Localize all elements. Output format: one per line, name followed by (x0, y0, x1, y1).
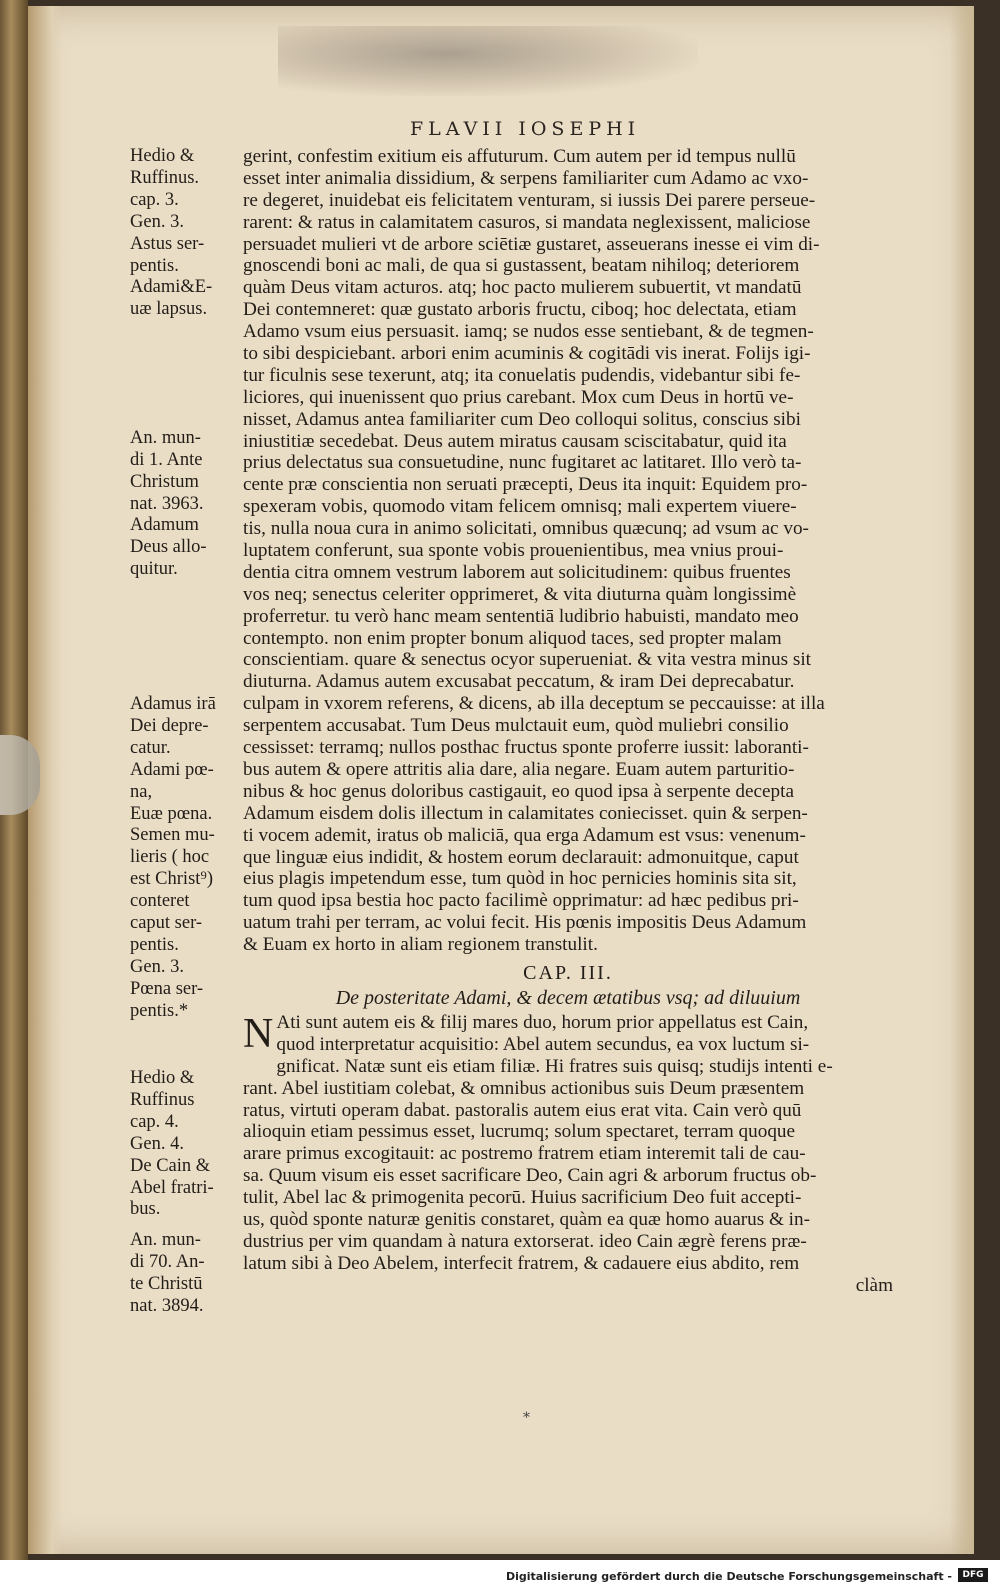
margin-note-line: Adamum (130, 515, 199, 535)
body-text (243, 146, 893, 956)
margin-note-line: An. mun- (130, 428, 201, 448)
chapter-line: rant. Abel iustitiam colebat, & omnibus actionibus suis Deum præsentem (243, 1077, 805, 1099)
margin-note-line: Gen. 3. (130, 211, 184, 232)
margin-note-line: di 70. An- (130, 1251, 205, 1272)
margin-note-line: De Cain & (130, 1155, 211, 1176)
body-line: serpentem accusabat. Tum Deus mulctauit eum, quòd muliebri consilio (243, 715, 789, 737)
margin-note-line: Ruffinus (130, 1089, 195, 1110)
body-line: re degeret, inuidebat eis felicitatem venturam, si iussis Dei parere perseue- (243, 189, 816, 211)
margin-note-line: Gen. 3. (130, 956, 184, 977)
body-line: contempto. non enim propter bonum aliquod taces, sed propter malam (243, 627, 782, 649)
chapter-title: CAP. III. (523, 961, 613, 984)
margin-note (130, 428, 203, 516)
chapter-line: tulit, Abel lac & primogenita pecorū. Huius sacrificium Deo fuit accepti- (243, 1187, 802, 1209)
margin-note-line: Christum (130, 471, 199, 492)
body-line: uatum trahi per terram, ac volui fecit. His pœnis impositis Deus Adamum (243, 912, 807, 934)
chapter-line: ratus, virtuti operam dabat. pastoralis autem eius erat vita. Cain verò quū (243, 1099, 802, 1121)
digitization-footer (0, 1562, 1000, 1588)
chapter-line: latum sibi à Deo Abelem, interfecit fratrem, & cadauere eius abdito, rem (243, 1252, 800, 1274)
margin-note (130, 515, 207, 581)
body-line: tis, nulla noua cura in animo solicitati, omnibus quæcunq; ad vsum ac vo- (243, 518, 809, 540)
margin-note-line: Dei depre- (130, 715, 209, 736)
body-line: persuadet mulieri vt de arbore sciētiæ gustaret, asseuerans inesse ei vim di- (243, 233, 820, 255)
margin-note-line: quitur. (130, 558, 178, 579)
margin-note (130, 1230, 205, 1318)
page-clip (0, 735, 40, 815)
body-line: vos neq; senectus celeriter opprimeret, & vita diuturna quàm longissimè (243, 583, 797, 605)
margin-note-line: Gen. 4. (130, 1133, 184, 1154)
body-line: iniustitiæ secedebat. Deus autem miratus causam sciscitabatur, quid ita (243, 430, 787, 452)
margin-note-line: est Christ⁹) (130, 869, 214, 890)
body-line: Dei contemneret: quæ gustato arboris fructu, ciboq; hoc delectata, etiam (243, 299, 797, 321)
margin-note-line: cap. 4. (130, 1111, 179, 1132)
chapter-line: quod interpretatur acquisitio: Abel autem secundus, ea vox luctum si- (276, 1033, 810, 1055)
margin-note-line: Hedio & (130, 1068, 195, 1088)
margin-note-line: conteret (130, 891, 190, 912)
margin-note-line: caput ser- (130, 913, 203, 934)
margin-note-line: Deus allo- (130, 536, 207, 557)
running-header: FLAVII IOSEPHI (410, 118, 641, 140)
body-line: cente præ conscientia non seruati præcepti, Deus ita inquit: Equidem pro- (243, 474, 808, 496)
body-line: prius delectatus sua consuetudine, nunc fugitaret ac latitaret. Illo verò ta- (243, 452, 802, 474)
margin-note-line: nat. 3894. (130, 1295, 204, 1316)
body-line: & Euam ex horto in aliam regionem transtulit. (243, 934, 598, 956)
chapter-line: Ati sunt autem eis & filij mares duo, horum prior appellatus est Cain, (276, 1011, 809, 1033)
body-line: cessisset: terramq; nullos posthac fructus sponte proferre iussit: laboranti- (243, 737, 809, 759)
body-line: tum quod ipsa bestia hoc pacto facilimè opprimatur: ad hæc pedibus pri- (243, 890, 799, 912)
margin-note-line: Ruffinus. (130, 167, 200, 188)
dfg-logo: DFG (958, 1568, 988, 1582)
margin-note-line: Semen mu- (130, 825, 215, 846)
body-line: Adamum eisdem dolis illectum in calamitates coniecisset. quin & serpen- (243, 802, 808, 824)
chapter-line: dustrius per vim quandam à natura extorserat. ideo Cain ægrè ferens præ- (243, 1230, 807, 1252)
margin-note-line: Hedio & (130, 146, 195, 166)
margin-note-line: Pœna ser- (130, 978, 204, 999)
body-line: esset inter animalia dissidium, & serpens familiariter cum Adamo ac vxo- (243, 167, 809, 189)
body-line: culpam in vxorem referens, & dicens, ab illa deceptum se peccauisse: at illa (243, 693, 825, 715)
margin-note (130, 694, 216, 1023)
margin-note (130, 146, 212, 321)
body-line: dentia citra omnem vestrum laborem aut solicitudinem: quibus fruentes (243, 561, 791, 583)
margin-note-line: cap. 3. (130, 189, 179, 210)
chapter-text (243, 1012, 893, 1297)
margin-note-line: di 1. Ante (130, 449, 203, 470)
margin-note-line: pentis. (130, 934, 179, 955)
body-line: gnoscendi boni ac mali, de qua si gustassent, beatam nihiloq; deteriorem (243, 255, 800, 277)
chapter-line: sa. Quum visum eis esset sacrificare Deo, Cain agri & arborum fructus ob- (243, 1165, 817, 1187)
body-line: diuturna. Adamus autem excusabat peccatum, & iram Dei deprecabatur. (243, 671, 795, 693)
body-line: eius plagis impetendum esse, tum quòd in hoc pernicies hominis sita sit, (243, 868, 797, 890)
body-line: gerint, confestim exitium eis affuturum. Cum autem per id tempus nullū (243, 146, 796, 167)
footer-credit: Digitalisierung gefördert durch die Deutsche Forschungsgemeinschaft - (505, 1570, 952, 1583)
body-line: proferretur. tu verò hanc meam sententiā ludibrio habuisti, mandato meo (243, 605, 799, 627)
body-line: luptatem conferunt, sua sponte vobis prouenientibus, mea vnius proui- (243, 540, 784, 562)
margin-note-line: lieris ( hoc (130, 847, 210, 868)
body-line: Adamo vsum eius persuasit. iamq; se nudos esse sentiebant, & de tegmen- (243, 321, 814, 343)
chapter-line: arare primus excogitauit: ac postremo fratrem etiam interemit tali de cau- (243, 1143, 806, 1165)
body-line: bus autem & opere attritis alia dare, alia negare. Euam autem parturitio- (243, 758, 795, 780)
body-line: spexeram vobis, quomodo vitam felicem omnisq; mali expertem viuere- (243, 496, 797, 518)
margin-note-line: pentis.* (130, 1000, 189, 1021)
chapter-line: gnificat. Natæ sunt eis etiam filiæ. Hi fratres suis quisq; studijs intenti e- (276, 1055, 833, 1077)
margin-note-line: Abel fratri- (130, 1177, 214, 1198)
drop-capital: N (243, 1010, 274, 1057)
chapter-line: alioquin etiam pessimus esset, lucrumq; solum spectaret, terram quoque (243, 1121, 796, 1143)
chapter-heading (243, 960, 893, 1012)
body-line: nisset, Adamus antea familiariter cum Deo colloqui solitus, conscius sibi (243, 408, 801, 430)
body-line: to sibi despiciebant. arbori enim acuminis & cogitādi vis inerat. Folijs igi- (243, 343, 811, 365)
page-marker: * (523, 1410, 530, 1426)
chapter-subtitle: De posteritate Adami, & decem ætatibus vsq; ad diluuium (335, 986, 801, 1009)
margin-note-line: catur. (130, 737, 171, 758)
body-line: quàm Deus vitam acturos. atq; hoc pacto mulierem subuertit, vt mandatū (243, 277, 802, 299)
margin-note-line: Adami&E- (130, 277, 213, 298)
margin-note-line: Astus ser- (130, 233, 205, 254)
body-line: nibus & hoc genus doloribus castigauit, eo quod ipsa à serpente decepta (243, 780, 794, 802)
body-line: ti vocem ademit, iratus ob maliciā, qua erga Adamum est vsus: venenum- (243, 824, 806, 846)
margin-note-line: Adami pœ- (130, 759, 214, 780)
margin-note-line: Adamus irā (130, 694, 216, 714)
margin-note-line: te Christū (130, 1273, 203, 1294)
body-line: rarent: & ratus in calamitatem casuros, si mandata neglexissent, maliciose (243, 211, 811, 233)
body-line: liciores, qui inuenissent quo prius carebant. Mox cum Deus in hortū ve- (243, 386, 794, 408)
margin-note-line: An. mun- (130, 1230, 201, 1250)
margin-note-line: Euæ pœna. (130, 803, 213, 824)
margin-note-line: pentis. (130, 255, 179, 276)
margin-note-line: bus. (130, 1199, 161, 1220)
margin-note-line: nat. 3963. (130, 493, 204, 514)
body-line: conscientiam. quare & senectus ocyor superueniat. & vita vestra minus sit (243, 649, 812, 671)
margin-note (130, 1068, 214, 1221)
catchword: clàm (855, 1274, 893, 1296)
body-line: que linguæ eius indidit, & hostem eorum declarauit: admonuitque, caput (243, 846, 799, 868)
chapter-line: us, quòd sponte naturæ genitis constaret, quàm ea quæ homo auarus & in- (243, 1208, 810, 1230)
margin-note-line: na, (130, 781, 153, 802)
body-line: tur ficulnis sese texerunt, atq; ita conuelatis pudendis, videbantur sibi fe- (243, 364, 801, 386)
main-text-column (243, 146, 893, 1297)
water-stain (278, 26, 698, 96)
margin-note-line: uæ lapsus. (130, 299, 208, 320)
